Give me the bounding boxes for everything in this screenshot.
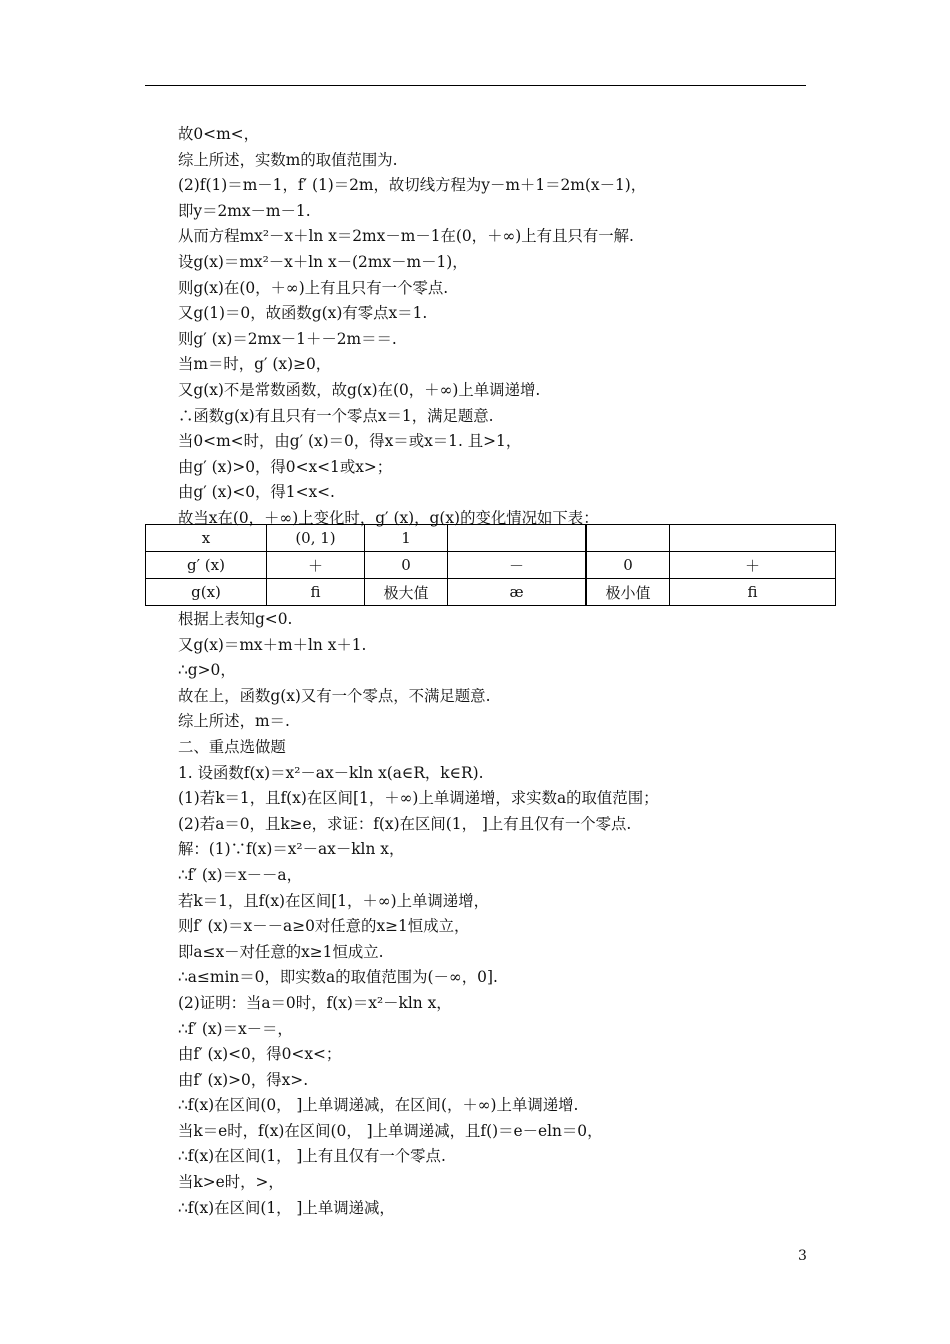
table-cell: g(x) [146,579,267,606]
text-line: (2)证明：当a＝0时，f(x)＝x²－kln x， [178,993,452,1012]
table-cell: 极大值 [365,579,448,606]
table-cell: ＋ [670,552,836,579]
text-line: 1. 设函数f(x)＝x²－ax－kln x(a∈R，k∈R). [178,763,484,782]
table-cell: x [146,525,267,552]
text-line: 由g′ (x)>0，得0<x<1或x>； [178,457,393,476]
text-line: 根据上表知g<0. [178,610,293,628]
table-cell: ＋ [267,552,365,579]
table-cell [448,525,586,552]
text-line: 则g′ (x)＝2mx－1＋－2m＝＝. [178,329,397,348]
table-cell: (0, 1) [267,525,365,552]
section-heading: 二、重点选做题 [178,737,286,756]
body-text-bottom [178,607,818,1221]
text-line: 又g(x)不是常数函数，故g(x)在(0，＋∞)上单调递增. [178,380,541,399]
table-cell [587,525,670,552]
text-line: 由g′ (x)<0，得1<x<. [178,483,335,502]
text-line: 从而方程mx²－x＋ln x＝2mx－m－1在(0，＋∞)上有且只有一解. [178,227,634,246]
text-line: 综上所述，m＝. [178,712,290,731]
text-line: 又g(1)＝0，故函数g(x)有零点x＝1. [178,304,428,323]
table-cell: － [448,552,586,579]
text-line: 当0<m<时，由g′ (x)＝0，得x＝或x＝1. 且>1， [178,432,522,451]
table-cell: 1 [365,525,448,552]
text-line: 若k＝1，且f(x)在区间[1，＋∞)上单调递增， [178,891,489,910]
table-row [146,552,836,579]
text-line: 故0<m<， [178,125,259,143]
table-cell: 0 [365,552,448,579]
page-number: 3 [798,1248,807,1264]
text-line: ∴f(x)在区间(1， ]上单调递减， [178,1198,395,1217]
text-line: 故在上，函数g(x)又有一个零点，不满足题意. [178,686,491,705]
variation-table [145,524,836,606]
table-cell: ﬁ [267,579,365,606]
table-cell: 0 [587,552,670,579]
text-line: (2)f(1)＝m－1，f′ (1)＝2m，故切线方程为y－m＋1＝2m(x－1)， [178,176,647,195]
text-line: ∴f′ (x)＝x－＝， [178,1019,293,1038]
text-line: ∴f(x)在区间(0， ]上单调递减，在区间(，＋∞)上单调递增. [178,1096,579,1115]
text-line: ∴g>0， [178,661,236,680]
text-line: 则f′ (x)＝x－－a≥0对任意的x≥1恒成立， [178,917,470,936]
text-line: 解：(1)∵f(x)＝x²－ax－kln x， [178,840,405,859]
text-line: ∴f(x)在区间(1， ]上有且仅有一个零点. [178,1147,446,1166]
table-cell: 极小值 [587,579,670,606]
text-line: (1)若k＝1，且f(x)在区间[1，＋∞)上单调递增，求实数a的取值范围； [178,789,659,808]
text-line: ∴函数g(x)有且只有一个零点x＝1，满足题意. [178,406,494,425]
text-line: 当k＝e时，f(x)在区间(0， ]上单调递减，且f()＝e－eln＝0， [178,1121,603,1140]
text-line: 设g(x)＝mx²－x＋ln x－(2mx－m－1)， [178,252,468,271]
text-line: (2)若a＝0，且k≥e，求证：f(x)在区间(1， ]上有且仅有一个零点. [178,814,632,833]
text-line: 由f′ (x)>0，得x>. [178,1070,309,1089]
text-line: 则g(x)在(0，＋∞)上有且只有一个零点. [178,278,449,297]
text-line: 即y＝2mx－m－1. [178,201,311,220]
text-line: ∴f′ (x)＝x－－a， [178,865,302,884]
text-line: 当k>e时，>， [178,1173,284,1192]
table-cell [670,525,836,552]
table-cell: ﬁ [670,579,836,606]
table-row [146,579,836,606]
table-cell: æ [448,579,586,606]
text-line: 故当x在(0，＋∞)上变化时，g′ (x)，g(x)的变化情况如下表： [178,508,599,527]
text-line: 当m＝时，g′ (x)≥0， [178,355,332,374]
text-line: 又g(x)＝mx＋m＋ln x＋1. [178,635,367,654]
text-line: 由f′ (x)<0，得0<x<； [178,1045,342,1064]
table-cell: g′ (x) [146,552,267,579]
table-row [146,525,836,552]
text-line: 综上所述，实数m的取值范围为. [178,150,398,169]
text-line: 即a≤x－对任意的x≥1恒成立. [178,942,384,961]
body-text-top [178,122,818,532]
header-rule [145,85,806,86]
text-line: ∴a≤min＝0，即实数a的取值范围为(－∞，0]. [178,968,498,987]
